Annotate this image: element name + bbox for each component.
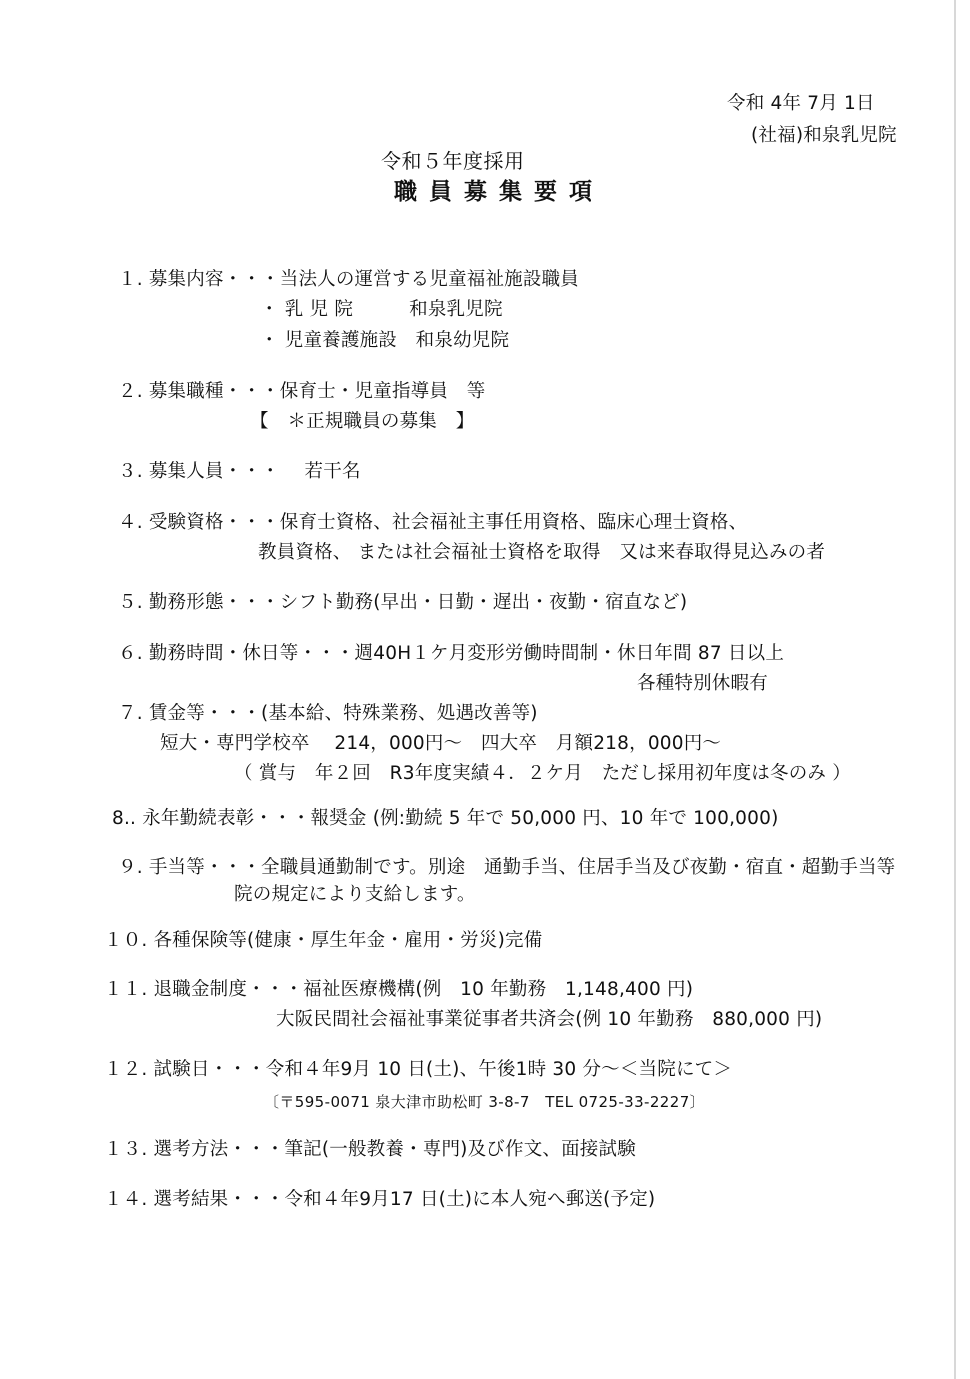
item-6-special-leave: 各種特別休暇有 bbox=[637, 673, 768, 694]
item-4-qualifications-cont: 教員資格、 または社会福祉士資格を取得 又は来春取得見込みの者 bbox=[258, 542, 826, 563]
item-1-facility-2: ・ 児童養護施設 和泉幼児院 bbox=[260, 330, 510, 351]
item-8-service-award: 8.. 永年勤続表彰・・・報奨金 (例:勤続 5 年で 50,000 円、10 年で 100,000) bbox=[112, 808, 779, 829]
item-7-salary-line: 短大・専門学校卒 214，000円～ 四大卒 月額218，000円～ bbox=[160, 733, 722, 754]
item-1-recruitment-content: １. 募集内容・・・当法人の運営する児童福祉施設職員 bbox=[118, 269, 579, 290]
item-4-qualifications: ４. 受験資格・・・保育士資格、社会福祉主事任用資格、臨床心理士資格、 bbox=[118, 512, 748, 533]
item-11-retirement-cont: 大阪民間社会福祉事業従事者共済会(例 10 年勤務 880,000 円) bbox=[276, 1009, 823, 1030]
item-12-address: 〔〒595-0071 泉大津市助松町 3-8-7 TEL 0725-33-2227〕 bbox=[264, 1093, 706, 1111]
organization-name: (社福)和泉乳児院 bbox=[751, 125, 897, 146]
item-3-number-of-hires: ３. 募集人員・・・ 若干名 bbox=[118, 461, 361, 482]
item-2-job-type: ２. 募集職種・・・保育士・児童指導員 等 bbox=[118, 381, 486, 402]
item-14-selection-result: １４. 選考結果・・・令和４年9月17 日(土)に本人宛へ郵送(予定) bbox=[104, 1189, 656, 1210]
item-12-exam-date: １２. 試験日・・・令和４年9月 10 日(土)、午後1時 30 分～＜当院にて＞ bbox=[104, 1059, 733, 1080]
item-7-bonus-line: （ 賞与 年２回 R3年度実績４．２ケ月 ただし採用初年度は冬のみ ） bbox=[234, 763, 851, 784]
page-edge-line bbox=[954, 0, 956, 1379]
item-9-allowances-cont: 院の規定により支給します。 bbox=[234, 884, 476, 905]
item-13-selection-method: １３. 選考方法・・・筆記(一般教養・専門)及び作文、面接試験 bbox=[104, 1139, 636, 1160]
item-6-work-hours: ６. 勤務時間・休日等・・・週40H１ケ月変形労働時間制・休日年間 87 日以上 bbox=[118, 643, 785, 664]
item-5-work-style: ５. 勤務形態・・・シフト勤務(早出・日勤・遅出・夜勤・宿直など) bbox=[118, 592, 688, 613]
page-title: 職員募集要項 bbox=[394, 179, 604, 205]
item-11-retirement: １１. 退職金制度・・・福祉医療機構(例 10 年勤務 1,148,400 円) bbox=[104, 979, 694, 1000]
item-2-note: 【 ＊正規職員の募集 】 bbox=[250, 411, 475, 432]
item-10-insurance: １０. 各種保険等(健康・厚生年金・雇用・労災)完備 bbox=[104, 930, 543, 951]
title-sub: 令和５年度採用 bbox=[381, 149, 525, 173]
issue-date: 令和 4年 7月 1日 bbox=[727, 93, 875, 114]
item-9-allowances: ９. 手当等・・・全職員通勤制です。別途 通勤手当、住居手当及び夜勤・宿直・超勤手当等 bbox=[118, 857, 896, 878]
item-1-facility-1: ・ 乳 児 院 和泉乳児院 bbox=[260, 299, 503, 320]
item-7-wages: ７. 賃金等・・・(基本給、特殊業務、処遇改善等) bbox=[118, 703, 538, 724]
